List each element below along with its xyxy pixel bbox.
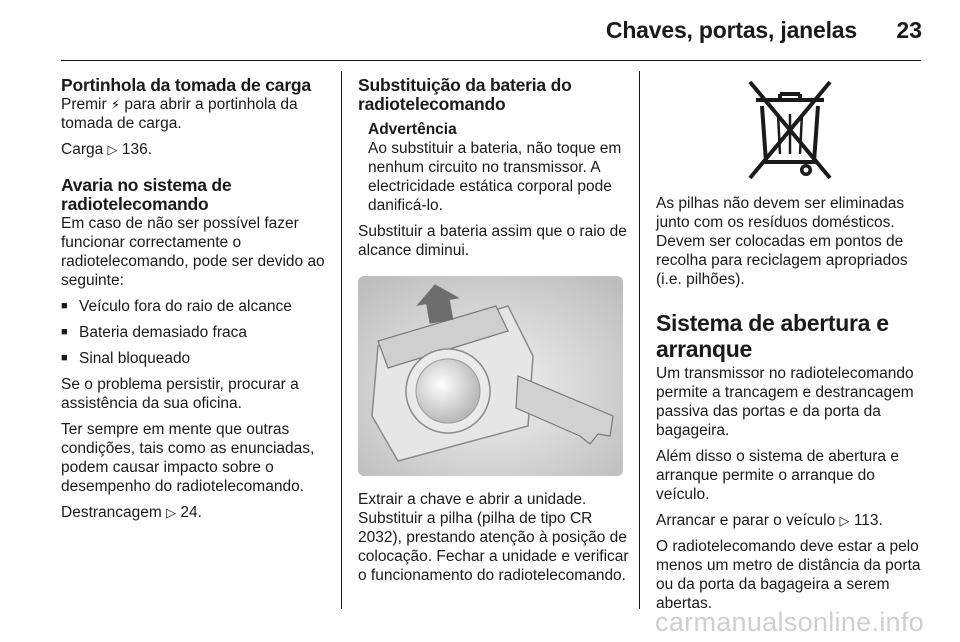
paragraph-distance: O radiotelecomando deve estar a pelo menos um metro de distância da porta ou da porta da bagageira a serem abertas. bbox=[656, 538, 921, 612]
paragraph-persist: Se o problema persistir, procurar a assistência da sua oficina. bbox=[61, 376, 299, 412]
text-fragment: Carga bbox=[61, 141, 108, 158]
paragraph-conditions: Ter sempre em mente que outras condições, tais como as enunciadas, podem causar impacto sobre o desempenho do radiotelecomando. bbox=[61, 421, 315, 495]
paragraph-charge-ref bbox=[61, 140, 331, 159]
page-number: 23 bbox=[896, 17, 922, 43]
paragraph-system-1: Um transmissor no radiotelecomando permite a trancagem e destrancagem passiva das portas e da porta da bagageira. bbox=[656, 365, 914, 439]
page-reference: 113. bbox=[853, 512, 883, 529]
paragraph-disposal: As pilhas não devem ser eliminadas junto com os resíduos domésticos. Devem ser colocadas em pontos de recolha para reciclagem apropriados (i.e. pilhões). bbox=[656, 195, 908, 288]
warning-box bbox=[358, 120, 630, 215]
paragraph-unlock-ref bbox=[61, 503, 331, 522]
text-fragment: Destrancagem bbox=[61, 504, 167, 521]
text-fragment: Premir bbox=[61, 96, 111, 113]
reference-arrow-icon: ▷ bbox=[839, 513, 850, 528]
warning-title: Advertência bbox=[368, 121, 457, 138]
list-item: ■ Sinal bloqueado bbox=[61, 349, 331, 368]
paragraph-replace: Substituir a bateria assim que o raio de alcance diminui. bbox=[358, 223, 627, 259]
column-divider-1 bbox=[341, 71, 342, 609]
key-fob-image bbox=[358, 276, 623, 476]
warning-text: Ao substituir a bateria, não toque em nenhum circuito no transmissor. A electricidade estática corporal pode danificá-lo. bbox=[368, 140, 622, 214]
column-3 bbox=[656, 76, 924, 620]
column-divider-2 bbox=[639, 71, 640, 609]
crossed-out-bin-icon bbox=[656, 76, 924, 186]
text-fragment: para abrir a portinhola da tomada de carga. bbox=[61, 96, 298, 132]
heading-charge-door: Portinhola da tomada de carga bbox=[61, 75, 311, 95]
paragraph-charge-door bbox=[61, 95, 331, 133]
text-fragment: Arrancar e parar o veículo bbox=[656, 512, 840, 529]
reference-arrow-icon: ▷ bbox=[166, 505, 177, 520]
paragraph-system-2: Além disso o sistema de abertura e arranque permite o arranque do veículo. bbox=[656, 448, 899, 503]
heading-battery: Substituição da bateria do radiotelecomando bbox=[358, 75, 572, 114]
paragraph-steps: Extrair a chave e abrir a unidade. Substituir a pilha (pilha de tipo CR 2032), prestando atenção à posição de colocação. Fechar a unidade e verificar o funcionamento do radiotelecomando. bbox=[358, 491, 629, 584]
paragraph-fault-intro: Em caso de não ser possível fazer funcionar correctamente o radiotelecomando, pode ser devido ao seguinte: bbox=[61, 215, 325, 289]
page-reference: 136. bbox=[121, 141, 153, 158]
key-battery-illustration bbox=[358, 276, 623, 476]
bullet-list bbox=[61, 297, 331, 368]
header-rule bbox=[61, 60, 921, 61]
paragraph-start-ref bbox=[656, 511, 924, 530]
heading-fault: Avaria no sistema de radiotelecomando bbox=[61, 175, 232, 214]
list-item: ■ Veículo fora do raio de alcance bbox=[61, 297, 331, 316]
header-title: Chaves, portas, janelas bbox=[605, 17, 857, 43]
charge-port-icon: ⚡ bbox=[110, 97, 121, 112]
heading-system: Sistema de abertura e arranque bbox=[656, 310, 889, 362]
column-2 bbox=[358, 76, 630, 592]
column-1 bbox=[61, 76, 331, 529]
list-item: ■ Bateria demasiado fraca bbox=[61, 323, 331, 342]
reference-arrow-icon: ▷ bbox=[107, 142, 118, 157]
watermark: carmanualsonline.info bbox=[655, 607, 924, 637]
page-reference: 24. bbox=[180, 504, 202, 521]
